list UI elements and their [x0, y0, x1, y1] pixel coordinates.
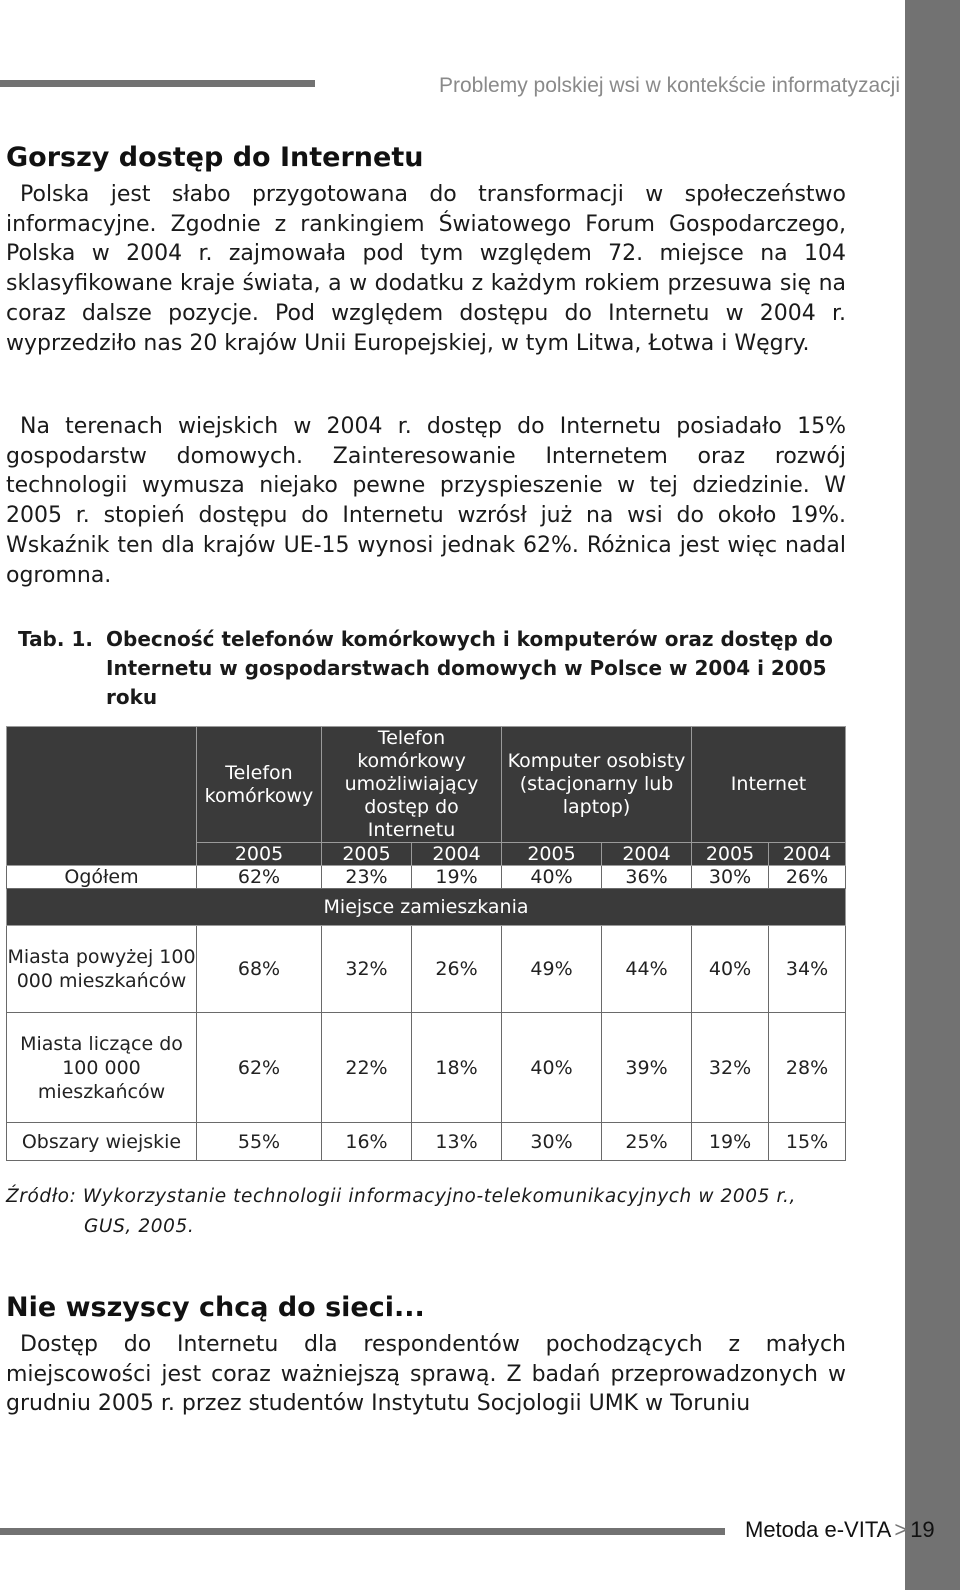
table-row [7, 1013, 846, 1123]
value-cell: 34% [769, 926, 846, 1013]
value-cell: 19% [412, 866, 502, 889]
table-section-row [7, 889, 846, 926]
value-cell: 40% [502, 1013, 602, 1123]
header-computer: Komputer osobisty (stacjonarny lub laptop) [502, 727, 692, 843]
value-cell: 30% [502, 1123, 602, 1161]
year-cell: 2004 [602, 843, 692, 866]
row-label: Ogółem [7, 866, 197, 889]
value-cell: 15% [769, 1123, 846, 1161]
year-cell: 2005 [197, 843, 322, 866]
value-cell: 25% [602, 1123, 692, 1161]
table-row [7, 926, 846, 1013]
value-cell: 62% [197, 1013, 322, 1123]
value-cell: 55% [197, 1123, 322, 1161]
paragraph-rural-access: Na terenach wiejskich w 2004 r. dostęp do Internetu posiadało 15% gospodarstw domowych. Zainteresowanie Internetem oraz rozwój technologii wymusza niejako pewne przyspieszenie w tej dziedzinie. W 2005 r. stopień dostępu do Internetu wzrósł już na wsi do około 19%. Wskaźnik ten dla krajów UE-15 wynosi jednak 62%. Różnica jest więc nadal ogromna. [6, 414, 846, 588]
year-cell: 2004 [412, 843, 502, 866]
bottom-rule [0, 1528, 725, 1535]
page-number: 19 [910, 1517, 935, 1542]
table-row [7, 1123, 846, 1161]
value-cell: 13% [412, 1123, 502, 1161]
value-cell: 40% [692, 926, 769, 1013]
paragraph-respondents: Dostęp do Internetu dla respondentów pochodzących z małych miejscowości jest coraz ważniejszą sprawą. Z badań przeprowadzonych w grudniu 2005 r. przez studentów Instytutu Socjologii UMK w Toruniu [6, 1332, 846, 1417]
value-cell: 26% [412, 926, 502, 1013]
value-cell: 22% [322, 1013, 412, 1123]
source-line: GUS, 2005. [84, 1216, 195, 1237]
paragraph-ranking: Polska jest słabo przygotowana do transformacji w społeczeństwo informacyjne. Zgodnie z rankingiem Światowego Forum Gospodarczego, Polska w 2004 r. zajmowała pod tym względem 72. miejsce na 104 sklasyfikowane kraje świata, a w dodatku z każdym rokiem przesuwa się na coraz dalsze pozycje. Pod względem dostępu do Internetu w 2004 r. wyprzedziło nas 20 krajów Unii Europejskiej, w tym Litwa, Łotwa i Węgry. [6, 182, 846, 356]
page-footer [745, 1517, 935, 1543]
publication-name: Metoda e-VITA [745, 1517, 892, 1542]
year-cell: 2005 [692, 843, 769, 866]
running-title: Problemy polskiej wsi w kontekście informatyzacji [439, 74, 900, 97]
section-label: Miejsce zamieszkania [7, 889, 846, 926]
value-cell: 44% [602, 926, 692, 1013]
value-cell: 49% [502, 926, 602, 1013]
value-cell: 39% [602, 1013, 692, 1123]
table-corner [7, 727, 197, 866]
table-title: Obecność telefonów komórkowych i komputerów oraz dostęp do Internetu w gospodarstwach domowych w Polsce w 2004 i 2005 roku [106, 627, 833, 709]
value-cell: 18% [412, 1013, 502, 1123]
row-label: Miasta liczące do 100 000 mieszkańców [7, 1013, 197, 1123]
table-row-total [7, 866, 846, 889]
households-table [6, 726, 846, 1161]
row-label: Miasta powyżej 100 000 mieszkańców [7, 926, 197, 1013]
header-mobile: Telefon komórkowy [197, 727, 322, 843]
chevron-right-icon: > [894, 1517, 908, 1542]
section-heading-not-everyone: Nie wszyscy chcą do sieci... [6, 1292, 425, 1323]
value-cell: 32% [322, 926, 412, 1013]
header-mobile-internet: Telefon komórkowy umożliwiający dostęp do Internetu [322, 727, 502, 843]
year-cell: 2004 [769, 843, 846, 866]
value-cell: 68% [197, 926, 322, 1013]
top-rule [0, 80, 315, 87]
value-cell: 23% [322, 866, 412, 889]
value-cell: 32% [692, 1013, 769, 1123]
year-cell: 2005 [322, 843, 412, 866]
side-bar [905, 0, 960, 1590]
year-cell: 2005 [502, 843, 602, 866]
value-cell: 62% [197, 866, 322, 889]
table-label: Tab. 1. [18, 627, 93, 651]
table-source [6, 1182, 851, 1242]
value-cell: 16% [322, 1123, 412, 1161]
source-line: Źródło: Wykorzystanie technologii informacyjno-telekomunikacyjnych w 2005 r., [6, 1186, 796, 1207]
value-cell: 30% [692, 866, 769, 889]
value-cell: 28% [769, 1013, 846, 1123]
header-internet: Internet [692, 727, 846, 843]
value-cell: 19% [692, 1123, 769, 1161]
row-label: Obszary wiejskie [7, 1123, 197, 1161]
value-cell: 36% [602, 866, 692, 889]
section-heading-access: Gorszy dostęp do Internetu [6, 142, 424, 173]
value-cell: 40% [502, 866, 602, 889]
value-cell: 26% [769, 866, 846, 889]
